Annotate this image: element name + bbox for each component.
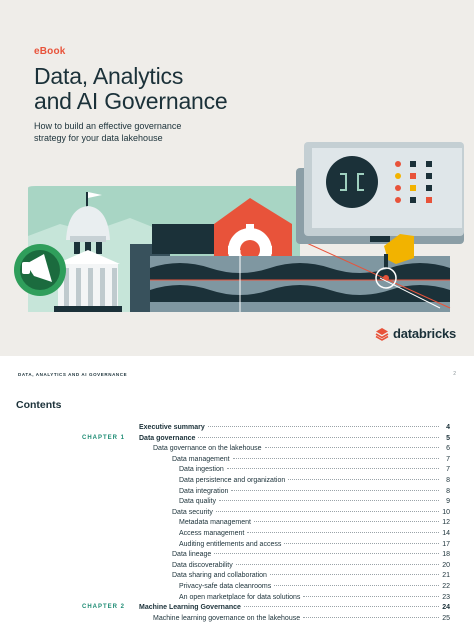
toc-entry xyxy=(172,507,450,518)
toc-entry xyxy=(179,592,450,603)
toc-entry-page: 17 xyxy=(442,540,450,548)
toc-row[interactable] xyxy=(0,613,474,624)
toc-row[interactable] xyxy=(0,454,474,465)
contents-heading: Contents xyxy=(16,399,62,411)
toc-entry xyxy=(153,613,450,624)
cover-illustration xyxy=(0,140,474,320)
toc-entry xyxy=(172,454,450,465)
toc-entry xyxy=(172,570,450,581)
toc-entry xyxy=(179,528,450,539)
toc-row[interactable] xyxy=(0,517,474,528)
toc-entry-label: Metadata management xyxy=(179,519,251,527)
toc-entry-label: Data sharing and collaboration xyxy=(172,572,267,580)
toc-leader-dots xyxy=(233,458,439,459)
toc-entry-label: Data ingestion xyxy=(179,466,224,474)
toc-entry xyxy=(179,539,450,550)
megaphone-icon xyxy=(14,244,66,296)
toc-row[interactable] xyxy=(0,486,474,497)
toc-row[interactable] xyxy=(0,507,474,518)
page-number: 2 xyxy=(453,371,456,377)
toc-entry xyxy=(139,433,450,444)
toc-row[interactable] xyxy=(0,549,474,560)
toc-entry-page: 9 xyxy=(446,498,450,506)
toc-row[interactable] xyxy=(0,422,474,433)
toc-leader-dots xyxy=(265,447,439,448)
toc-leader-dots xyxy=(208,426,439,427)
toc-entry-label: Data governance on the lakehouse xyxy=(153,445,262,453)
toc-entry-page: 21 xyxy=(442,572,450,580)
toc-entry-label: Data quality xyxy=(179,498,216,506)
toc-entry-page: 25 xyxy=(442,614,450,622)
toc-entry-label: Privacy-safe data cleanrooms xyxy=(179,583,272,590)
toc-row[interactable] xyxy=(0,496,474,507)
toc-entry-page: 18 xyxy=(442,551,450,559)
toc-entry-label: Data security xyxy=(172,508,213,516)
brand-name: databricks xyxy=(393,326,457,341)
toc-leader-dots xyxy=(236,564,439,565)
toc-entry-page: 23 xyxy=(442,593,450,601)
toc-entry-page: 20 xyxy=(442,561,450,569)
toc-leader-dots xyxy=(219,500,439,501)
toc-leader-dots xyxy=(284,543,439,544)
toc-row[interactable] xyxy=(0,443,474,454)
toc-entry xyxy=(153,443,450,454)
databricks-logo xyxy=(375,326,456,341)
toc-entry xyxy=(139,602,450,613)
running-head: DATA, ANALYTICS AND AI GOVERNANCE xyxy=(18,372,128,377)
toc-entry-page: 4 xyxy=(446,424,450,431)
toc-entry-page: 7 xyxy=(446,466,450,474)
toc-entry-label: Access management xyxy=(179,530,245,537)
toc-entry-page: 14 xyxy=(442,530,450,537)
toc-leader-dots xyxy=(198,437,439,438)
toc-entry-page: 12 xyxy=(442,519,450,527)
toc-row[interactable] xyxy=(0,592,474,603)
toc-entry xyxy=(179,475,450,486)
cover-eyebrow: eBook xyxy=(34,46,66,57)
toc-entry xyxy=(179,486,450,497)
toc-row[interactable] xyxy=(0,560,474,571)
toc-leader-dots xyxy=(227,468,439,469)
toc-entry xyxy=(172,549,450,560)
toc-entry-page: 5 xyxy=(446,434,450,442)
toc-leader-dots xyxy=(288,479,439,480)
toc-leader-dots xyxy=(274,585,439,586)
toc-entry-label: Machine Learning Governance xyxy=(139,604,241,612)
toc-leader-dots xyxy=(214,553,439,554)
toc-chapter-label: CHAPTER 2 xyxy=(82,604,126,611)
toc-leader-dots xyxy=(247,532,439,533)
toc-row[interactable] xyxy=(0,602,474,613)
toc-entry-label: Data discoverability xyxy=(172,561,233,569)
toc-entry-label: Data integration xyxy=(179,487,229,495)
contents-page xyxy=(0,356,474,632)
toc-entry xyxy=(139,422,450,433)
cover-title-line-2: and AI Governance xyxy=(34,88,228,114)
toc-row[interactable] xyxy=(0,539,474,550)
toc-leader-dots xyxy=(231,490,439,491)
toc-entry-page: 10 xyxy=(442,508,450,516)
toc-entry-page: 8 xyxy=(446,487,450,495)
toc-entry-page: 6 xyxy=(446,445,450,453)
cover-title-line-1: Data, Analytics xyxy=(34,63,184,89)
toc-entry-label: Data management xyxy=(172,455,230,463)
toc-entry-page: 24 xyxy=(442,604,450,612)
toc-row[interactable] xyxy=(0,464,474,475)
databricks-mark-icon xyxy=(375,327,389,341)
toc-entry-label: Executive summary xyxy=(139,424,205,431)
toc-entry xyxy=(172,560,450,571)
toc-leader-dots xyxy=(303,596,439,597)
toc-row[interactable] xyxy=(0,433,474,444)
toc-entry-page: 22 xyxy=(442,583,450,590)
toc-entry-label: Data governance xyxy=(139,434,196,442)
toc-entry-label: Data persistence and organization xyxy=(179,477,286,484)
toc-row[interactable] xyxy=(0,581,474,592)
toc-row[interactable] xyxy=(0,475,474,486)
toc-leader-dots xyxy=(244,606,439,607)
toc-entry xyxy=(179,581,450,592)
cover-subtitle-line-1: How to build an effective governance xyxy=(34,121,182,131)
toc-chapter-label: CHAPTER 1 xyxy=(82,434,126,441)
toc-entry-page: 8 xyxy=(446,477,450,484)
toc-row[interactable] xyxy=(0,570,474,581)
toc-entry xyxy=(179,464,450,475)
cover-subtitle-line-2: strategy for your data lakehouse xyxy=(34,132,163,143)
toc-entry xyxy=(179,496,450,507)
cover-title xyxy=(34,64,228,114)
toc-entry-label: Auditing entitlements and access xyxy=(179,540,282,548)
toc-leader-dots xyxy=(254,521,439,522)
toc-entry-label: Machine learning governance on the lakehouse xyxy=(153,614,301,622)
toc-entry-label: Data lineage xyxy=(172,551,212,559)
toc-leader-dots xyxy=(303,617,439,618)
toc-entry xyxy=(179,517,450,528)
toc-entry-label: An open marketplace for data solutions xyxy=(179,593,301,601)
monitor-icon xyxy=(296,142,464,244)
toc-entry-page: 7 xyxy=(446,455,450,463)
toc-leader-dots xyxy=(270,574,439,575)
toc-row[interactable] xyxy=(0,528,474,539)
toc-leader-dots xyxy=(216,511,439,512)
